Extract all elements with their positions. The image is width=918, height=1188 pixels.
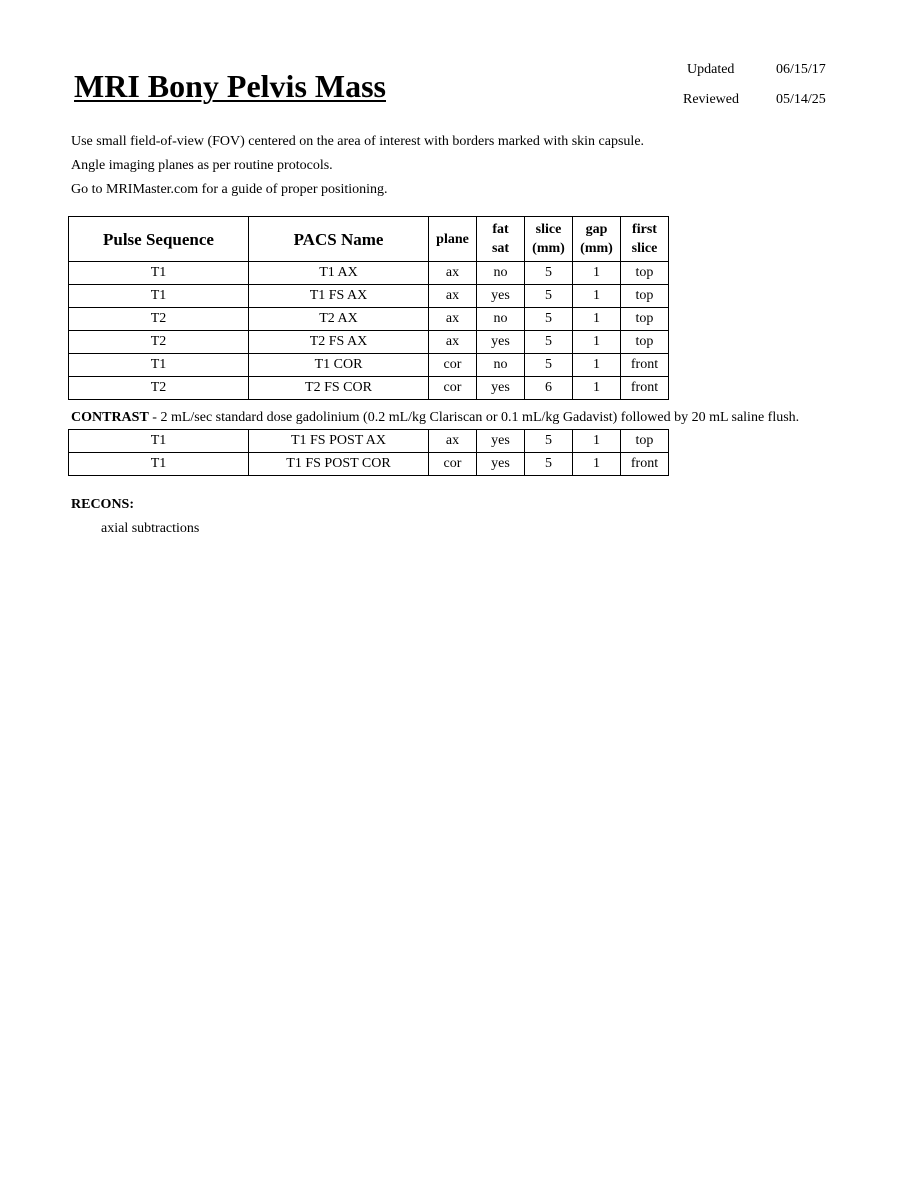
header-first-slice-line1: first — [632, 222, 657, 237]
table-row — [69, 308, 669, 331]
header-slice-line1: slice — [535, 222, 562, 237]
table-row — [69, 377, 669, 400]
cell-pacs-name: T2 FS AX — [249, 331, 429, 354]
table-row — [69, 331, 669, 354]
cell-fat-sat: no — [477, 354, 525, 377]
reviewed-label: Reviewed — [683, 92, 739, 107]
cell-pacs-name: T1 AX — [249, 262, 429, 285]
cell-first-slice: top — [621, 430, 669, 453]
header-slice-line2: (mm) — [532, 241, 565, 256]
cell-pulse-sequence: T1 — [69, 285, 249, 308]
cell-plane: ax — [429, 331, 477, 354]
cell-pacs-name: T1 FS AX — [249, 285, 429, 308]
cell-slice: 5 — [525, 285, 573, 308]
page-title: MRI Bony Pelvis Mass — [74, 68, 386, 104]
header-plane: plane — [429, 217, 477, 262]
cell-first-slice: top — [621, 262, 669, 285]
cell-slice: 5 — [525, 453, 573, 476]
contrast-note — [71, 409, 799, 427]
cell-pulse-sequence: T1 — [69, 453, 249, 476]
cell-slice: 5 — [525, 331, 573, 354]
header-first-slice — [621, 217, 669, 262]
table-row — [69, 453, 669, 476]
cell-plane: ax — [429, 262, 477, 285]
cell-pacs-name: T1 COR — [249, 354, 429, 377]
cell-fat-sat: yes — [477, 430, 525, 453]
cell-first-slice: top — [621, 331, 669, 354]
cell-gap: 1 — [573, 377, 621, 400]
cell-pulse-sequence: T2 — [69, 331, 249, 354]
recons-heading: RECONS: — [71, 497, 135, 512]
header-slice — [525, 217, 573, 262]
post-contrast-table — [68, 429, 669, 476]
reviewed-date: 05/14/25 — [776, 92, 826, 107]
cell-slice: 5 — [525, 308, 573, 331]
cell-plane: ax — [429, 430, 477, 453]
cell-plane: cor — [429, 377, 477, 400]
cell-gap: 1 — [573, 285, 621, 308]
cell-gap: 1 — [573, 331, 621, 354]
cell-pacs-name: T1 FS POST AX — [249, 430, 429, 453]
cell-gap: 1 — [573, 308, 621, 331]
cell-pulse-sequence: T2 — [69, 377, 249, 400]
table-row — [69, 430, 669, 453]
cell-slice: 6 — [525, 377, 573, 400]
cell-pulse-sequence: T1 — [69, 354, 249, 377]
header-gap-line2: (mm) — [580, 241, 613, 256]
cell-first-slice: top — [621, 285, 669, 308]
cell-pacs-name: T1 FS POST COR — [249, 453, 429, 476]
cell-plane: ax — [429, 308, 477, 331]
contrast-label: CONTRAST — [71, 410, 149, 425]
cell-plane: cor — [429, 453, 477, 476]
cell-first-slice: front — [621, 453, 669, 476]
header-fat-sat-line2: sat — [491, 241, 510, 256]
intro-line-fov: Use small field-of-view (FOV) centered on the area of interest with borders marked with skin capsule. — [71, 134, 645, 149]
header-pulse-sequence: Pulse Sequence — [69, 217, 249, 262]
cell-fat-sat: yes — [477, 453, 525, 476]
cell-fat-sat: yes — [477, 331, 525, 354]
cell-gap: 1 — [573, 262, 621, 285]
header-gap-line1: gap — [585, 222, 608, 237]
cell-gap: 1 — [573, 354, 621, 377]
cell-plane: ax — [429, 285, 477, 308]
recons-item: axial subtractions — [101, 521, 200, 536]
table-row — [69, 285, 669, 308]
cell-pacs-name: T2 FS COR — [249, 377, 429, 400]
cell-first-slice: front — [621, 354, 669, 377]
cell-fat-sat: no — [477, 308, 525, 331]
intro-line-guide: Go to MRIMaster.com for a guide of proper positioning. — [71, 182, 388, 197]
table-header-row — [69, 217, 669, 262]
cell-slice: 5 — [525, 262, 573, 285]
table-row — [69, 262, 669, 285]
header-pacs-name: PACS Name — [249, 217, 429, 262]
cell-pulse-sequence: T1 — [69, 262, 249, 285]
header-fat-sat-line1: fat — [492, 222, 509, 237]
cell-first-slice: front — [621, 377, 669, 400]
header-fat-sat — [477, 217, 525, 262]
updated-label: Updated — [687, 62, 735, 77]
cell-pulse-sequence: T2 — [69, 308, 249, 331]
cell-slice: 5 — [525, 354, 573, 377]
cell-fat-sat: no — [477, 262, 525, 285]
cell-gap: 1 — [573, 430, 621, 453]
cell-fat-sat: yes — [477, 377, 525, 400]
sequence-table — [68, 216, 669, 400]
cell-pacs-name: T2 AX — [249, 308, 429, 331]
intro-line-angle: Angle imaging planes as per routine protocols. — [71, 158, 333, 173]
header-gap — [573, 217, 621, 262]
cell-pulse-sequence: T1 — [69, 430, 249, 453]
cell-fat-sat: yes — [477, 285, 525, 308]
cell-gap: 1 — [573, 453, 621, 476]
cell-slice: 5 — [525, 430, 573, 453]
table-row — [69, 354, 669, 377]
cell-first-slice: top — [621, 308, 669, 331]
updated-date: 06/15/17 — [776, 62, 826, 77]
cell-plane: cor — [429, 354, 477, 377]
header-first-slice-line2: slice — [631, 241, 658, 256]
contrast-text: - 2 mL/sec standard dose gadolinium (0.2 mL/kg Clariscan or 0.1 mL/kg Gadavist) followed by 20 mL saline flush. — [148, 410, 800, 425]
